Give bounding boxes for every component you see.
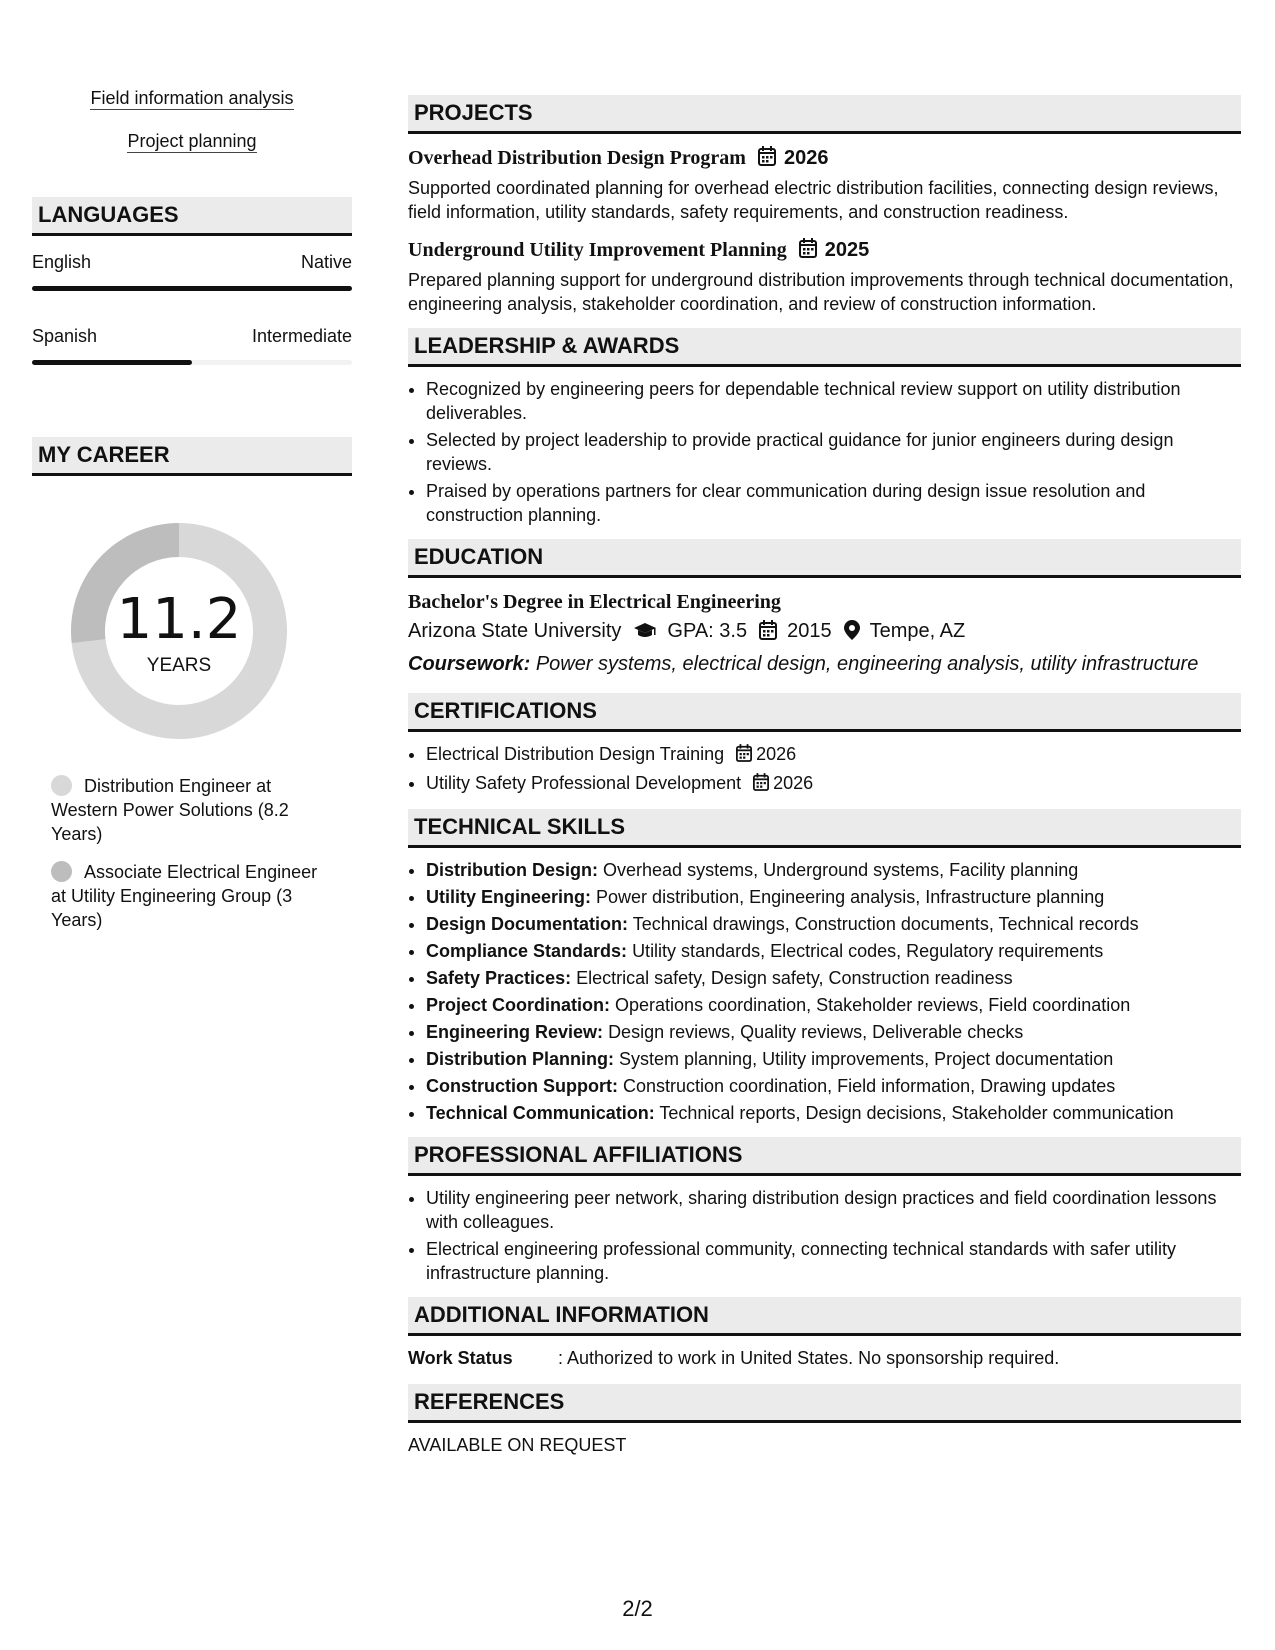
project-description: Prepared planning support for underground distribution improvements through technical documentation, engineering analysis, stakeholder coordination, and review of construction information. bbox=[408, 270, 1234, 314]
leadership-heading: LEADERSHIP & AWARDS bbox=[408, 328, 1241, 367]
language-bar-fill bbox=[32, 286, 352, 291]
certification-year: 2026 bbox=[773, 773, 814, 793]
skill-item bbox=[426, 912, 1241, 936]
affiliations-heading: PROFESSIONAL AFFILIATIONS bbox=[408, 1137, 1241, 1176]
coursework bbox=[408, 649, 1241, 679]
skill-label: Project Coordination: bbox=[426, 995, 610, 1015]
career-unit: YEARS bbox=[146, 655, 212, 676]
skill-item bbox=[426, 966, 1241, 990]
project-name: Overhead Distribution Design Program bbox=[408, 147, 746, 169]
skill-label: Design Documentation: bbox=[426, 914, 629, 934]
skill-tag bbox=[32, 129, 352, 153]
language-level: Intermediate bbox=[251, 326, 352, 346]
language-name: Spanish bbox=[32, 326, 98, 346]
language-name: English bbox=[32, 252, 92, 272]
skill-text: Operations coordination, Stakeholder reviews, Field coordination bbox=[615, 995, 1131, 1015]
career-item-text: Distribution Engineer at Western Power Solutions (8.2 Years) bbox=[51, 776, 289, 844]
career-dot-icon bbox=[51, 861, 72, 882]
project-item bbox=[408, 236, 1241, 316]
career-dot-icon bbox=[51, 775, 72, 796]
project-description: Supported coordinated planning for overhead electric distribution facilities, connecting design reviews, field information, utility standards, safety requirements, and construction readiness. bbox=[408, 178, 1219, 222]
technical-skills-list bbox=[408, 858, 1241, 1125]
skill-item bbox=[426, 993, 1241, 1017]
references-heading: REFERENCES bbox=[408, 1384, 1241, 1423]
leadership-list bbox=[408, 377, 1241, 527]
skill-text: Electrical safety, Design safety, Construction readiness bbox=[576, 968, 1013, 988]
calendar-icon bbox=[753, 773, 769, 797]
affiliations-list bbox=[408, 1186, 1241, 1285]
skill-item bbox=[426, 858, 1241, 882]
skill-text: Utility standards, Electrical codes, Regulatory requirements bbox=[632, 941, 1104, 961]
work-status-label: Work Status bbox=[408, 1348, 513, 1368]
calendar-icon bbox=[736, 744, 752, 768]
skill-text: Technical reports, Design decisions, Stakeholder communication bbox=[659, 1103, 1174, 1123]
skill-label: Distribution Design: bbox=[426, 860, 598, 880]
skill-item bbox=[426, 939, 1241, 963]
graduation-year: 2015 bbox=[787, 620, 832, 642]
certification-item bbox=[426, 771, 1241, 797]
skill-item bbox=[426, 1020, 1241, 1044]
skill-item bbox=[426, 1101, 1241, 1125]
language-bar bbox=[32, 360, 352, 365]
skill-text: Technical drawings, Construction documents, Technical records bbox=[632, 914, 1139, 934]
certifications-heading: CERTIFICATIONS bbox=[408, 693, 1241, 732]
calendar-icon bbox=[758, 146, 776, 174]
languages-heading: LANGUAGES bbox=[32, 197, 352, 236]
project-name: Underground Utility Improvement Planning bbox=[408, 239, 787, 261]
graduation-cap-icon bbox=[633, 619, 657, 649]
skill-item bbox=[426, 1047, 1241, 1071]
main-content bbox=[408, 95, 1241, 1457]
career-total: 11.2 bbox=[116, 587, 242, 652]
technical-skills-heading: TECHNICAL SKILLS bbox=[408, 809, 1241, 848]
skill-text: Design reviews, Quality reviews, Deliverable checks bbox=[608, 1022, 1024, 1042]
sidebar bbox=[32, 86, 352, 946]
career-item-text: Associate Electrical Engineer at Utility Engineering Group (3 Years) bbox=[51, 862, 318, 930]
skill-label: Utility Engineering: bbox=[426, 887, 592, 907]
education-details bbox=[408, 616, 1241, 649]
skill-text: Power distribution, Engineering analysis, Infrastructure planning bbox=[596, 887, 1105, 907]
skill-tag-label: Project planning bbox=[127, 131, 257, 151]
additional-info-heading: ADDITIONAL INFORMATION bbox=[408, 1297, 1241, 1336]
skill-label: Construction Support: bbox=[426, 1076, 618, 1096]
calendar-icon bbox=[799, 238, 817, 266]
language-level: Native bbox=[300, 252, 352, 272]
language-item bbox=[32, 324, 352, 365]
certifications-list bbox=[408, 742, 1241, 797]
education-location: Tempe, AZ bbox=[869, 620, 966, 642]
skill-item bbox=[426, 1074, 1241, 1098]
project-year: 2025 bbox=[824, 239, 870, 261]
school-name: Arizona State University bbox=[408, 620, 622, 642]
degree-title: Bachelor's Degree in Electrical Engineering bbox=[408, 591, 781, 613]
language-item bbox=[32, 250, 352, 291]
career-donut-chart bbox=[66, 518, 292, 744]
work-status-value: : Authorized to work in United States. No sponsorship required. bbox=[558, 1348, 1060, 1368]
skill-tag bbox=[32, 86, 352, 110]
page-number: 2/2 bbox=[622, 1596, 653, 1621]
project-year: 2026 bbox=[783, 147, 829, 169]
coursework-text: Power systems, electrical design, engineering analysis, utility infrastructure bbox=[535, 653, 1199, 675]
certification-name: Utility Safety Professional Development bbox=[426, 773, 742, 793]
certification-name: Electrical Distribution Design Training bbox=[426, 744, 725, 764]
education-heading: EDUCATION bbox=[408, 539, 1241, 578]
calendar-icon bbox=[759, 619, 777, 649]
skill-label: Engineering Review: bbox=[426, 1022, 604, 1042]
skill-label: Technical Communication: bbox=[426, 1103, 655, 1123]
certification-year: 2026 bbox=[756, 744, 797, 764]
skill-item bbox=[426, 885, 1241, 909]
skill-label: Safety Practices: bbox=[426, 968, 572, 988]
skill-label: Distribution Planning: bbox=[426, 1049, 614, 1069]
skill-text: Construction coordination, Field information, Drawing updates bbox=[623, 1076, 1116, 1096]
skill-label: Compliance Standards: bbox=[426, 941, 628, 961]
list-item: • Electrical engineering professional community, connecting technical standards with safer utility infrastructure planning. bbox=[426, 1237, 1241, 1285]
project-item bbox=[408, 144, 1241, 224]
certification-item bbox=[426, 742, 1241, 768]
coursework-label: Coursework: bbox=[408, 653, 531, 675]
work-status-row bbox=[408, 1346, 1241, 1370]
list-item: • Utility engineering peer network, sharing distribution design practices and field coordination lessons with colleagues. bbox=[426, 1186, 1241, 1234]
career-item bbox=[51, 860, 331, 932]
skill-tag-label: Field information analysis bbox=[90, 88, 294, 108]
language-bar bbox=[32, 286, 352, 291]
skill-text: Overhead systems, Underground systems, Facility planning bbox=[603, 860, 1079, 880]
career-item bbox=[51, 774, 331, 846]
language-bar-fill bbox=[32, 360, 192, 365]
list-item: • Selected by project leadership to provide practical guidance for junior engineers during design reviews. bbox=[426, 428, 1241, 476]
skill-text: System planning, Utility improvements, Project documentation bbox=[619, 1049, 1114, 1069]
gpa: GPA: 3.5 bbox=[667, 620, 748, 642]
references-text: AVAILABLE ON REQUEST bbox=[408, 1435, 627, 1455]
projects-heading: PROJECTS bbox=[408, 95, 1241, 134]
list-item: • Recognized by engineering peers for dependable technical review support on utility distribution deliverables. bbox=[426, 377, 1241, 425]
list-item: • Praised by operations partners for clear communication during design issue resolution and construction planning. bbox=[426, 479, 1241, 527]
map-pin-icon bbox=[844, 619, 860, 649]
career-heading: MY CAREER bbox=[32, 437, 352, 476]
